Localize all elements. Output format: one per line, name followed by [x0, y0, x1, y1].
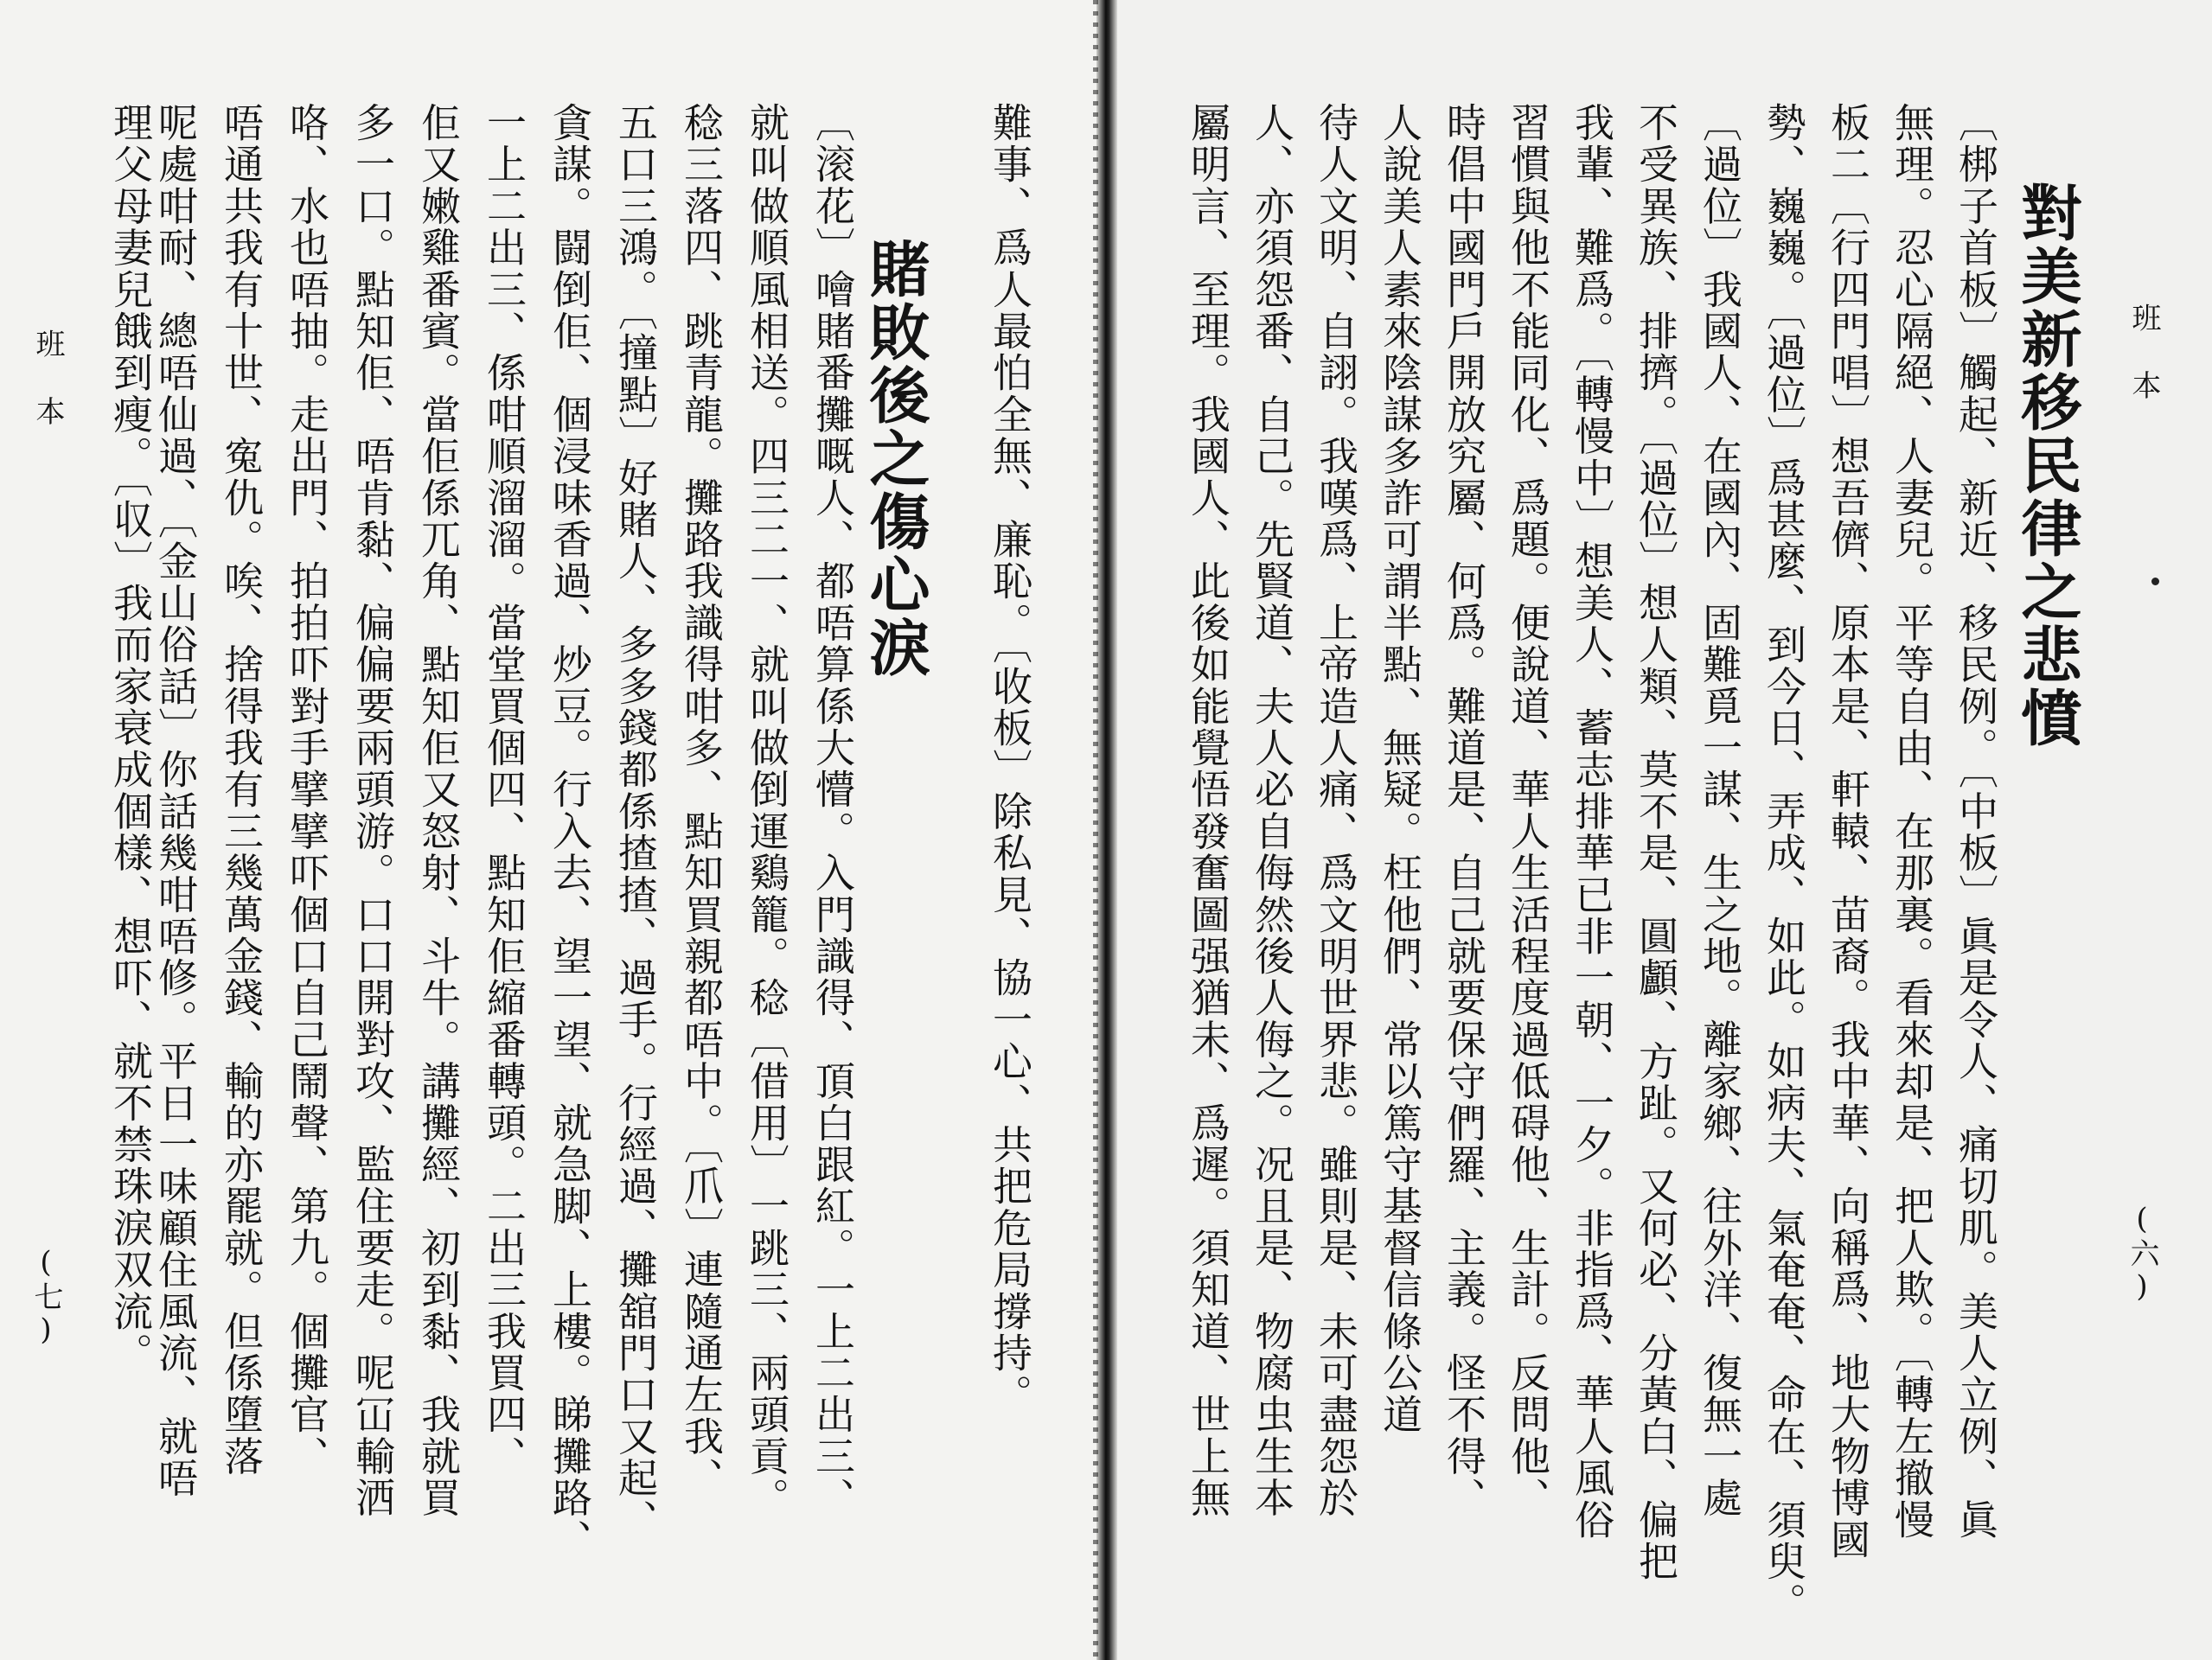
body-line: 我輩、難爲。〔轉慢中〕想美人、蓄志排華已非一朝、一夕。非指爲、華人風俗 — [1569, 102, 1615, 1541]
body-line: 待人文明、自詡。我嘆爲、上帝造人痛、爲文明世界悲。雖則是、未可盡怨於 — [1313, 102, 1359, 1519]
body-line: 時倡中國門戶開放究屬、何爲。難道是、自己就要保守們羅、主義。怪不得、 — [1441, 102, 1487, 1519]
left-page — [0, 0, 1096, 1660]
body-line: 五口三鴻。〔撞點〕好賭人、多多錢都係揸揸、過手。行經過、攤舘門口又起、 — [612, 102, 659, 1541]
body-line: 咯、水也唔抽。走出門、拍拍吓對手擘擘吓個口自己鬧聲、第九。個攤官、 — [284, 102, 330, 1478]
running-title: 班本 — [30, 329, 65, 463]
body-line: 人說美人素來陰謀多詐可謂半點、無疑。枉他們、常以篤守基督信條公道 — [1377, 102, 1423, 1436]
body-line: 板二〔行四門唱〕想吾儕、原本是、軒轅、苗裔。我中華、向稱爲、地大物博國 — [1825, 102, 1871, 1561]
book-gutter — [1096, 0, 1117, 1660]
body-line: 無理。忍心隔絕、人妻兒。平等自由、在那裏。看來却是、把人欺。〔轉左撤慢 — [1889, 102, 1935, 1541]
page-number: (六) — [2125, 1202, 2159, 1306]
body-line: 唔通共我有十世、寃仇。唉、捨得我有三幾萬金錢、輸的亦罷就。但係墮落 — [218, 102, 265, 1478]
body-line: 理父母妻兒餓到瘦。〔収〕我而家衰成個樣、想吓、就不禁珠淚双流。 — [107, 102, 154, 1375]
body-line: 呢處咁耐、總唔仙過、〔金山俗話〕你話幾咁唔修。平日一味顧住風流、就唔 — [152, 102, 199, 1499]
body-line: 人、亦須怨番、自己。先賢道、夫人必自侮然後人侮之。况且是、物腐虫生本 — [1249, 102, 1295, 1519]
gutter-binding-marks — [1093, 0, 1098, 1660]
body-line: 一上二出三、係咁順溜溜。當堂買個四、點知佢縮番轉頭。二出三我買四、 — [481, 102, 527, 1478]
body-line: 〔滚花〕噲賭番攤嘅人、都唔算係大懵。入門識得、頂白跟紅。一上二出三、 — [809, 102, 856, 1519]
body-line: 屬明言、至理。我國人、此後如能覺悟發奮圖强猶未、爲遲。須知道、世上無 — [1185, 102, 1231, 1519]
body-line: 〔過位〕我國人、在國內、固難覓一謀、生之地。離家鄉、往外洋、復無一處 — [1697, 102, 1743, 1519]
continued-line: 難事、爲人最怕全無、廉恥。〔收板〕除私見、協一心、共把危局撐持。 — [987, 102, 1033, 1416]
body-line: 不受異族、排擠。〔過位〕想人類、莫不是、圓顱、方趾。又何必、分黃白、偏把 — [1633, 102, 1679, 1583]
body-line: 多一口。點知佢、唔肯黏、偏偏要兩頭游。口口開對攻、監住要走。呢冚輸洒 — [349, 102, 396, 1519]
body-line: 稔三落四、跳青龍。攤路我識得咁多、點知買親都唔中。〔爪〕連隨通左我、 — [678, 102, 725, 1499]
right-page — [1117, 0, 2212, 1660]
article-title: 對美新移民律之悲憤 — [2011, 182, 2083, 750]
body-line: 習慣與他不能同化、爲題。便說道、華人生活程度過低碍他、生計。反問他、 — [1505, 102, 1551, 1519]
body-line: 勢、巍巍。〔過位〕爲甚麼、到今日、弄成、如此。如病夫、氣奄奄、命在、須臾。 — [1761, 102, 1807, 1625]
body-line: 〔梆子首板〕觸起、新近、移民例。〔中板〕眞是令人、痛切肌。美人立例、眞 — [1953, 102, 1999, 1541]
article-title: 賭敗後之傷心淚 — [860, 238, 931, 680]
page-number: (七) — [29, 1245, 63, 1349]
body-line: 佢又嫩雞番賓。當佢係兀角、點知佢又怒射、斗牛。講攤經、初到黏、我就買 — [415, 102, 462, 1519]
body-line: 就叫做順風相送。四三二一、就叫做倒運鷄籠。稔〔借用〕一跳三、兩頭貢。 — [744, 102, 790, 1519]
body-line: 貪謀。闘倒佢、個浸味香過、炒豆。行入去、望一望、就急脚、上樓。睇攤路、 — [547, 102, 593, 1561]
running-title: 班本 — [2126, 303, 2161, 437]
decorative-dot — [2151, 578, 2159, 585]
